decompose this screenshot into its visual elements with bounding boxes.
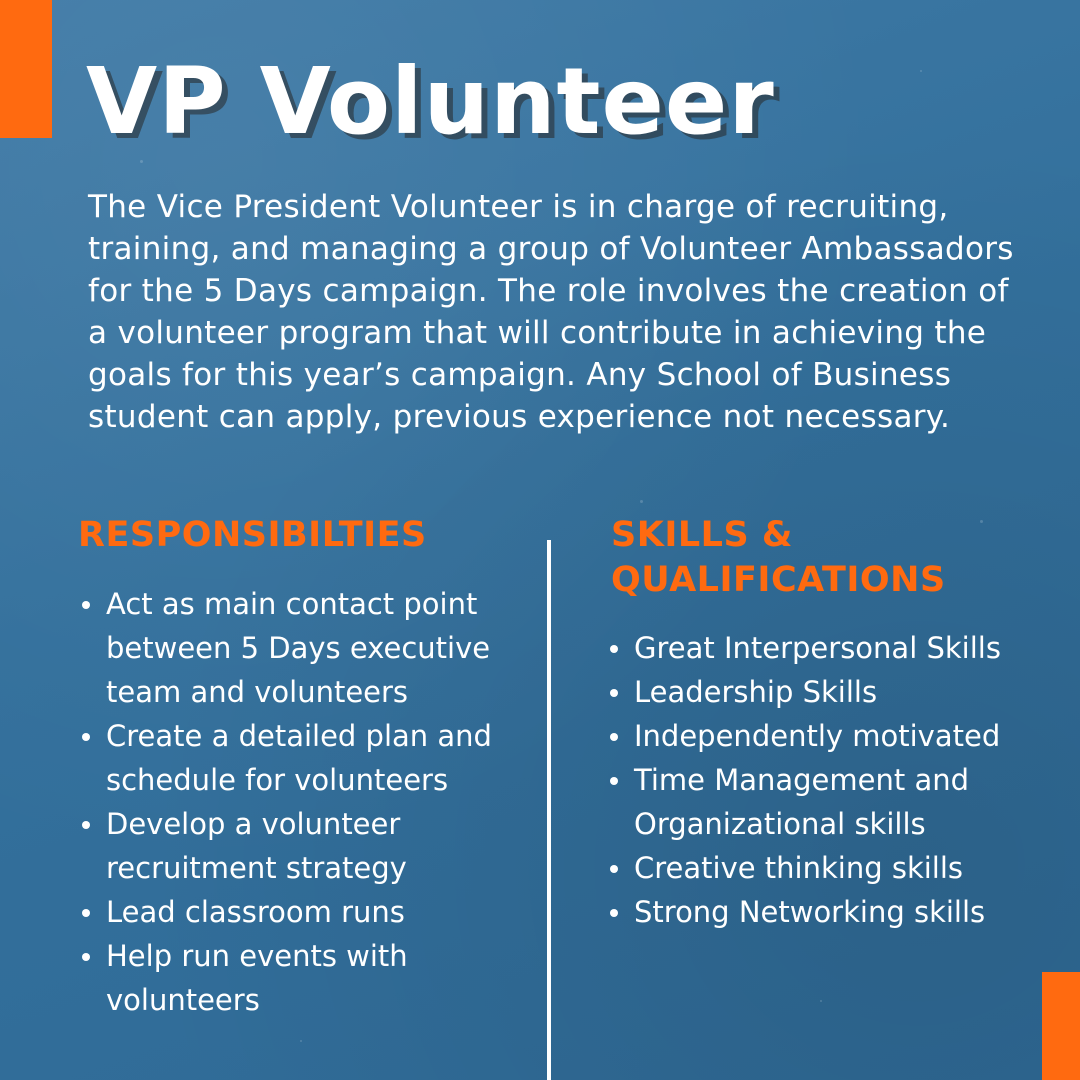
list-item: Lead classroom runs: [78, 890, 538, 934]
intro-paragraph: The Vice President Volunteer is in charge of recruiting, training, and managing a group of Volunteer Ambassadors for the 5 Days campaign. The role involves the creation of a volunteer program that will contribute in achieving the goals for this year’s campaign. Any School of Business student can apply, previous experience not necessary.: [88, 189, 1014, 435]
list-item: Strong Networking skills: [606, 890, 1046, 934]
texture-speck: [820, 1000, 822, 1002]
list-item: Creative thinking skills: [606, 846, 1046, 890]
list-item: Leadership Skills: [606, 670, 1046, 714]
responsibilities-list: [78, 582, 538, 1022]
skills-list: [606, 626, 1046, 934]
responsibilities-heading: RESPONSIBILTIES: [78, 515, 427, 555]
texture-speck: [920, 70, 922, 72]
texture-speck: [300, 1040, 302, 1042]
list-item: Act as main contact point between 5 Days executive team and volunteers: [78, 582, 538, 714]
accent-bar-bottom: [1042, 972, 1080, 1080]
list-item: Time Management and Organizational skills: [606, 758, 1046, 846]
texture-speck: [640, 500, 643, 503]
page-title: VP Volunteer: [86, 48, 775, 155]
column-divider: [547, 540, 551, 1080]
list-item: Help run events with volunteers: [78, 934, 538, 1022]
list-item: Great Interpersonal Skills: [606, 626, 1046, 670]
list-item: Create a detailed plan and schedule for volunteers: [78, 714, 538, 802]
accent-bar-top: [0, 0, 52, 138]
list-item: Develop a volunteer recruitment strategy: [78, 802, 538, 890]
list-item: Independently motivated: [606, 714, 1046, 758]
skills-heading: SKILLS & QUALIFICATIONS: [611, 515, 946, 600]
